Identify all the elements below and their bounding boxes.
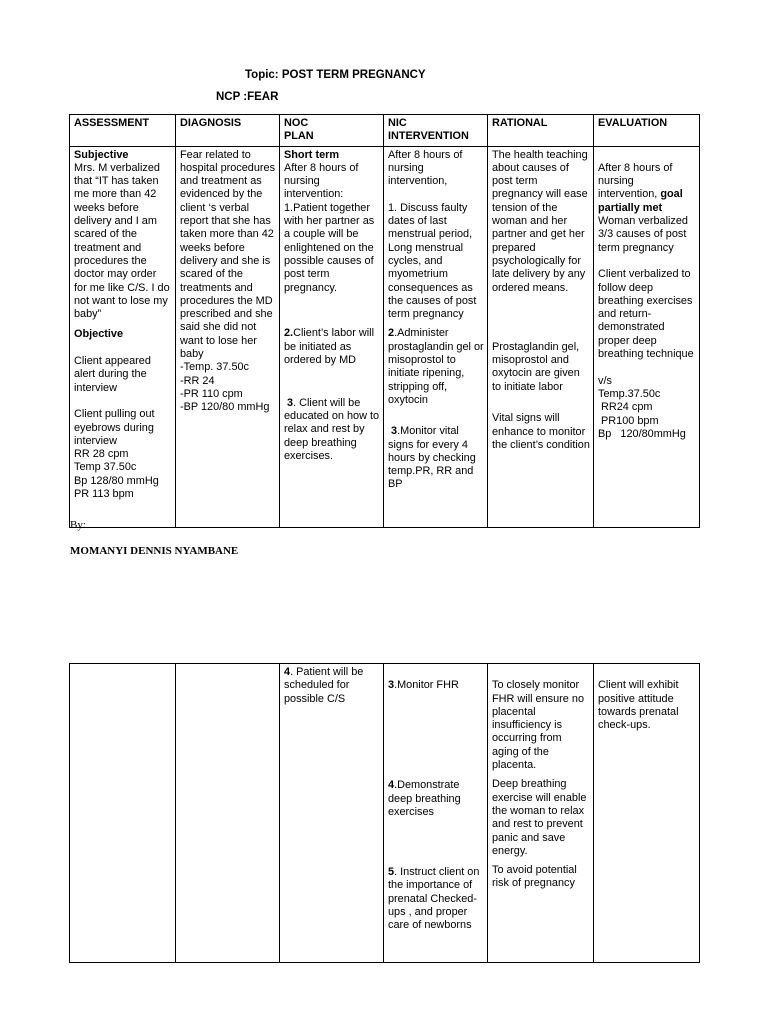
rational-item-1: To closely monitor FHR will ensure no placental insufficiency is occurring from aging of the placenta. — [492, 679, 584, 772]
assessment-cell — [70, 146, 176, 527]
diagnosis-cell — [176, 146, 280, 527]
assessment-vital: Bp 128/80 mmHg — [74, 474, 159, 487]
header-rational-text: RATIONAL — [492, 117, 548, 129]
intervention-item-3 — [388, 425, 484, 491]
diagnosis-text-2: prescribed and she said she did not want to lose her baby — [180, 308, 273, 361]
evaluation-vital: Temp.37.50c — [598, 387, 661, 400]
evaluation-item-2: Client verbalized to follow deep breathing exercises and return-demonstrated proper deep breathing technique — [598, 268, 694, 361]
rational-cell — [488, 146, 594, 527]
header-assessment — [70, 115, 176, 147]
intervention-item-3-number: 3 — [391, 425, 398, 438]
rational-item-1: The health teaching about causes of post term pregnancy will ease tension of the woman and her partner and get her prepared psychologically for late delivery by any ordered means. — [492, 148, 588, 294]
objective-text-1: Client appeared alert during the interview — [74, 355, 151, 394]
rational-item-2: Deep breathing exercise will enable the woman to relax and rest to prevent panic and save energy. — [492, 778, 587, 857]
intervention-item-3-text: .Monitor vital signs for every 4 hours by checking temp.PR, RR and BP — [388, 425, 476, 491]
ncp-heading: NCP :FEAR — [216, 91, 279, 103]
table-body-row — [70, 664, 700, 963]
evaluation-vital: Bp 120/80mmHg — [598, 427, 686, 440]
intervention-cell — [384, 146, 488, 527]
intervention-item-5 — [388, 866, 484, 932]
intervention-intro: After 8 hours of nursing intervention, — [388, 148, 463, 188]
subjective-text: Mrs. M verbalized that “IT has taken me more than 42 weeks before delivery and I am scared of the treatment and procedures the doctor may order for me like C/S. I do not want to lose my baby” — [74, 161, 170, 321]
objective-label: Objective — [74, 328, 124, 341]
rational-item-2: Prostaglandin gel, misoprostol and oxytocin are given to initiate labor — [492, 340, 580, 393]
subjective-label: Subjective — [74, 148, 129, 161]
rational-cell — [488, 664, 594, 963]
diagnosis-vital: -BP 120/80 mmHg — [180, 401, 270, 414]
intervention-item-5-text: . Instruct client on the importance of prenatal Checked-ups , and proper care of newborns — [388, 866, 480, 932]
evaluation-cell — [594, 146, 700, 527]
short-term-label: Short term — [284, 148, 340, 161]
intervention-item-2 — [388, 327, 484, 407]
header-rational — [488, 115, 594, 147]
assessment-cell-empty — [70, 664, 176, 963]
intervention-item-1: 1. Discuss faulty dates of last menstrual period, Long menstrual cycles, and myometrium consequences as the causes of post term pregnancy — [388, 201, 477, 321]
intervention-item-2-number: 2 — [388, 327, 395, 340]
intervention-item-4-text: .Demonstrate deep breathing exercises — [388, 779, 461, 818]
evaluation-item-1: Client will exhibit positive attitude towards prenatal check-ups. — [598, 679, 679, 732]
evaluation-intro — [598, 162, 696, 215]
plan-cell — [280, 146, 384, 527]
diagnosis-vital: -Temp. 37.50c — [180, 361, 250, 374]
plan-item-2 — [284, 327, 380, 367]
table-body-row — [70, 146, 700, 527]
evaluation-cell — [594, 664, 700, 963]
intervention-cell — [384, 664, 488, 963]
header-evaluation — [594, 115, 700, 147]
intervention-item-4 — [388, 779, 484, 819]
intervention-item-4-number: 4 — [388, 779, 395, 792]
assessment-vital: PR 113 bpm — [74, 488, 134, 501]
evaluation-intro-text: After 8 hours of nursing intervention, — [598, 161, 673, 201]
topic-heading: Topic: POST TERM PREGNANCY — [245, 69, 426, 81]
header-nic-intervention-text: NIC INTERVENTION — [388, 117, 469, 143]
plan-item-4 — [284, 666, 380, 706]
evaluation-item-1: Woman verbalized 3/3 causes of post term pregnancy — [598, 215, 688, 254]
vs-label: v/s — [598, 374, 612, 387]
header-diagnosis-text: DIAGNOSIS — [180, 117, 242, 129]
plan-item-3-number: 3 — [287, 396, 294, 409]
plan-intro: After 8 hours of nursing intervention: — [284, 161, 359, 201]
plan-item-3 — [284, 397, 380, 463]
header-assessment-text: ASSESSMENT — [74, 117, 150, 129]
intervention-item-5-number: 5 — [388, 866, 395, 879]
header-nic-intervention — [384, 115, 488, 147]
care-plan-table-page1 — [69, 114, 700, 528]
objective-text-2: Client pulling out eyebrows during interview — [74, 408, 155, 447]
plan-item-2-text: Client’s labor will be initiated as ordered by MD — [284, 327, 374, 367]
rational-item-3: Vital signs will enhance to monitor the client’s condition — [492, 412, 590, 451]
author-name: MOMANYI DENNIS NYAMBANE — [70, 545, 239, 557]
plan-item-4-number: 4 — [284, 666, 291, 678]
evaluation-vital: RR24 cpm — [598, 401, 653, 414]
plan-cell — [280, 664, 384, 963]
plan-item-1: 1.Patient together with her partner as a couple will be enlightened on the possible causes of post term pregnancy. — [284, 201, 375, 294]
assessment-vital: Temp 37.50c — [74, 461, 137, 474]
diagnosis-vital: -RR 24 — [180, 374, 215, 387]
header-evaluation-text: EVALUATION — [598, 117, 668, 129]
intervention-item-2-text: .Administer prostaglandin gel or misoprostol to initiate ripening, stripping off, oxytocin — [388, 327, 484, 406]
header-noc-plan-text: NOC PLAN — [284, 117, 314, 143]
goal-status: goal partially met — [598, 188, 683, 214]
intervention-item-3-number: 3 — [388, 679, 395, 692]
rational-item-3: To avoid potential risk of pregnancy — [492, 864, 577, 890]
intervention-item-3-text: .Monitor FHR — [394, 679, 459, 692]
plan-item-2-number: 2. — [284, 327, 294, 340]
header-noc-plan — [280, 115, 384, 147]
evaluation-vital: PR100 bpm — [598, 414, 659, 427]
plan-item-3-text: . Client will be educated on how to relax and rest by deep breathing exercises. — [284, 396, 380, 462]
diagnosis-text: Fear related to hospital procedures and treatment as evidenced by the client ‘s verbal report that she has taken more than 42 weeks before delivery and she is scared of the treatments and procedures the MD — [180, 148, 276, 307]
assessment-vital: RR 28 cpm — [74, 448, 129, 461]
by-label: By: — [70, 519, 86, 531]
diagnosis-cell-empty — [176, 664, 280, 963]
table-header-row — [70, 115, 700, 147]
plan-item-4-text: . Patient will be scheduled for possible C/S — [284, 666, 364, 705]
intervention-item-3 — [388, 679, 484, 692]
care-plan-table-page2 — [69, 663, 700, 963]
header-diagnosis — [176, 115, 280, 147]
diagnosis-vital: -PR 110 cpm — [180, 387, 243, 400]
